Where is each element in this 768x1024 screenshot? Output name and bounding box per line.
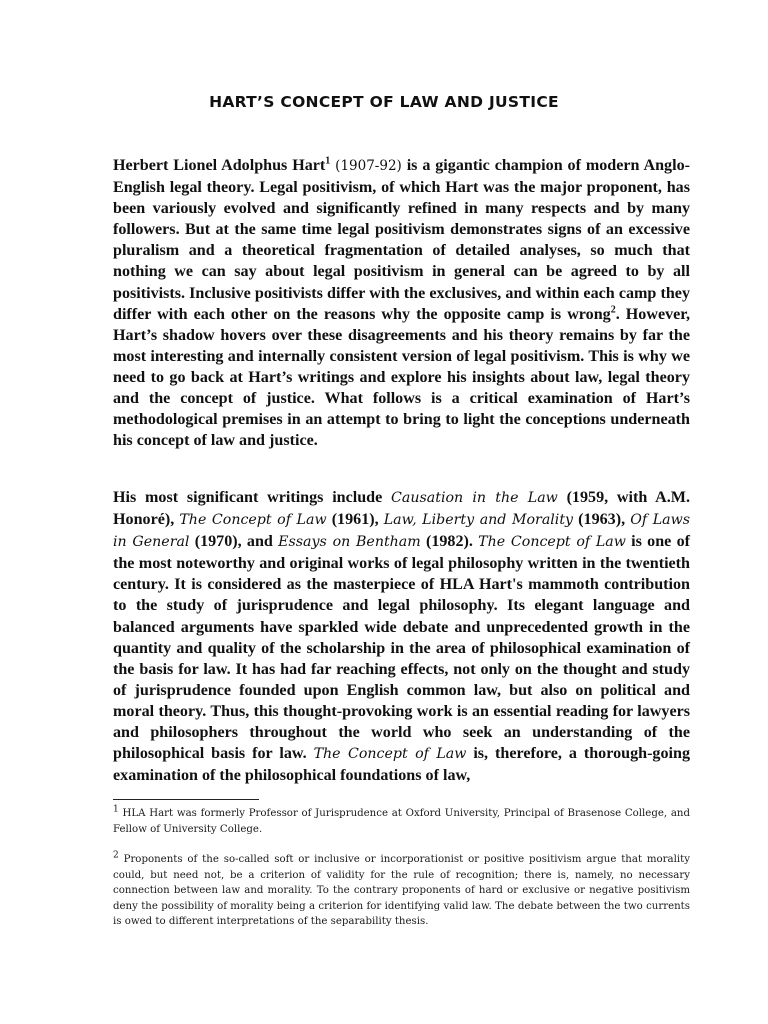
intro-text-a: is a gigantic champion of modern Anglo-English legal theory. Legal positivism, of which Hart was the major proponent, has been variously evolved and significantly refined in many respects and by many followers. But at the same time legal positivism demonstrates signs of an excessive pluralism and a theoretical fragmentation of detailed analyses, so much that nothing we can say about legal positivism in general can be agreed to by all positivists. Inclusive positivists differ with the exclusives, and within each camp they differ with each other on the reasons why the opposite camp is wrong [113,157,690,323]
text-segment: His most significant writings include [113,489,392,506]
footnote-text: HLA Hart was formerly Professor of Jurisprudence at Oxford University, Principal of Brasenose College, and Fellow of University College. [113,808,690,835]
footnote-ref-2[interactable]: 2 [610,304,616,316]
footnote-number: 2 [113,850,119,861]
text-segment: (1959, with A.M. Honoré), [113,489,691,529]
footnote-1 [113,806,690,837]
work-title: Causation in the Law [391,490,558,506]
work-title: Essays on Bentham [278,534,421,551]
text-segment: (1970), and [189,533,279,551]
footnote-ref-1[interactable]: 1 [325,155,331,167]
intro-text-b: . However, Hart’s shadow hovers over these disagreements and his theory remains by far the most interesting and internally consistent version of legal positivism. This is why we need to go back at Hart’s writings and explore his insights about law, legal theory and the concept of justice. What follows is a critical examination of Hart’s methodological premises in an attempt to bring to light the conceptions underneath his concept of law and justice. [113,305,690,450]
text-segment: is one of the most noteworthy and original works of legal philosophy written in the twentieth century. It is considered as the masterpiece of HLA Hart's mammoth contribution to the study of jurisprudence and legal philosophy. Its elegant language and balanced arguments have sparkled wide debate and unprecedented growth in the quantity and quality of the scholarship in the area of philosophical examination of the basis for law. It has had far reaching effects, not only on the thought and study of jurisprudence founded upon English common law, but also on political and moral theory. Thus, this thought-provoking work is an essential reading for lawyers and philosophers throughout the world who seek an understanding of the philosophical basis for law. [113,533,690,763]
footnote-text: Proponents of the so-called soft or inclusive or incorporationist or positive positivism argue that morality could, but need not, be a criterion of validity for the rule of recognition; there is, namely, no necessary connection between law and morality. To the contrary proponents of hard or exclusive or negative positivism deny the possibility of morality being a criterion for identifying valid law. The debate between the two currents is owed to different interpretations of the separability thesis. [113,854,690,928]
footnote-2 [113,852,690,930]
footnote-number: 1 [113,804,119,815]
work-title: Of Laws in General [113,512,690,551]
text-segment: (1961), [326,511,384,529]
author-dates: (1907-92) [335,158,402,174]
text-segment: (1982). [420,533,479,551]
paragraph-intro [113,155,690,451]
author-name: Herbert Lionel Adolphus Hart [113,157,326,174]
text-segment: (1963), [573,511,631,529]
work-title: The Concept of Law [313,746,467,763]
work-title: The Concept of Law [478,534,626,551]
page-title: HART’S CONCEPT OF LAW AND JUSTICE [209,93,559,111]
footnote-divider [113,799,259,800]
work-title: Law, Liberty and Morality [383,512,574,529]
paragraph-writings [113,487,690,786]
work-title: The Concept of Law [179,512,327,529]
text-segment: is, therefore, a thorough-going examination of the philosophical foundations of law, [113,745,690,785]
